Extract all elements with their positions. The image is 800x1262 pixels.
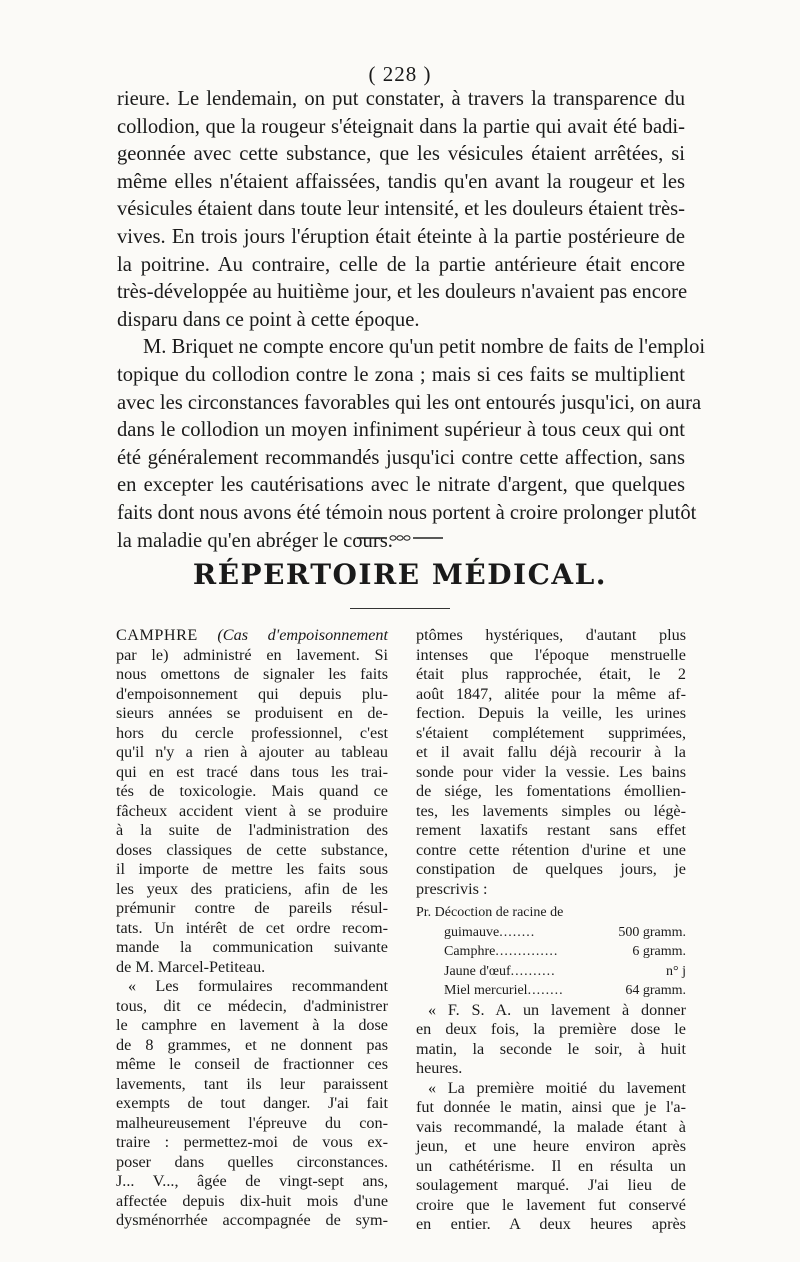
- text-line: jeun, et une heure environ après: [416, 1137, 686, 1155]
- text-line: les yeux des praticiens, afin de les: [116, 879, 388, 898]
- text-line: le camphre en lavement à la dose: [116, 1016, 388, 1034]
- text-line: et il avait fallu déjà recourir à la: [416, 743, 686, 761]
- text-line: nous omettons de signaler les faits: [116, 665, 388, 683]
- ingredient-name: Camphre: [444, 944, 496, 959]
- text-line: de siége, les fomentations émollien-: [416, 782, 686, 800]
- ingredient-quantity: 6 gramm.: [632, 944, 686, 959]
- entry-heading-italic: (Cas d'empoisonnement: [217, 626, 388, 644]
- text-line: « Les formulaires recommandent: [128, 977, 388, 995]
- prescription-item: [416, 942, 686, 962]
- paragraph-briquet: [117, 334, 706, 555]
- prescription: [416, 899, 686, 1001]
- leader-dots: ........: [527, 983, 564, 998]
- text-line: en entier. A deux heures après: [416, 1215, 686, 1233]
- text-line: traire : permettez-moi de vous ex-: [116, 1133, 388, 1151]
- text-line: vais recommandé, la malade étant à: [416, 1117, 686, 1136]
- text-line: poser dans quelles circonstances.: [116, 1152, 388, 1171]
- text-line: même elles n'étaient affaissées, tandis qu'en avant la rougeur et les: [117, 170, 685, 193]
- text-line: qui en est tracé dans tous les trai-: [116, 762, 388, 781]
- right-column: [416, 626, 686, 1235]
- text-line: « F. S. A. un lavement à donner: [428, 1000, 686, 1019]
- text-line: rieure. Le lendemain, on put constater, à travers la transparence du: [117, 88, 685, 110]
- entry-heading: [116, 626, 388, 646]
- text-line: intenses que l'époque menstruelle: [416, 645, 686, 664]
- text-line: lavements, tant ils leur paraissent: [116, 1074, 388, 1093]
- text-line: en excepter les cautérisations avec le nitrate d'argent, que quelques: [117, 474, 685, 497]
- prescription-first-line: Pr. Décoction de racine de: [416, 905, 564, 920]
- ingredient-name: Jaune d'œuf: [444, 963, 511, 979]
- text-line: hors du cercle professionnel, c'est: [116, 723, 388, 742]
- text-line: prémunir contre de pareils résul-: [116, 899, 388, 917]
- section-title: RÉPERTOIRE MÉDICAL.: [192, 558, 608, 591]
- ornament-divider: [355, 534, 445, 542]
- ingredient-name: guimauve: [444, 924, 500, 940]
- text-line: la poitrine. Au contraire, celle de la partie antérieure était encore: [117, 253, 685, 276]
- text-line: rement laxatifs restant sans effet: [416, 821, 686, 839]
- text-line: avec les circonstances favorables qui les ont entourés jusqu'ici, on aura: [117, 391, 702, 414]
- text-line: heures.: [416, 1059, 463, 1077]
- leader-dots: ..........: [510, 963, 556, 979]
- text-line: prescrivis :: [416, 879, 488, 898]
- text-line: fection. Depuis la veille, les urines: [416, 704, 686, 722]
- text-line: la maladie qu'en abréger le cours.: [117, 529, 393, 552]
- body-text: [117, 86, 706, 555]
- paragraph-continued: [117, 86, 688, 334]
- text-line: vives. En trois jours l'éruption était éteinte à la partie postérieure de: [117, 225, 685, 248]
- text-line: un cathétérisme. Il en résulta un: [416, 1156, 686, 1175]
- text-line: de 8 grammes, et ne donnent pas: [116, 1035, 388, 1054]
- text-line: tes, les lavements simples ou légè-: [416, 801, 686, 820]
- text-line: affectée depuis dix-huit mois d'une: [116, 1191, 388, 1210]
- text-line: vésicules étaient dans toute leur intensité, et les douleurs étaient très-: [117, 198, 685, 221]
- text-line: malheureusement l'épreuve du con-: [116, 1113, 388, 1132]
- text-line: sonde pour vider la vessie. Les bains: [416, 762, 686, 781]
- text-line: soulagement marqué. J'ai lieu de: [416, 1176, 686, 1194]
- text-line: topique du collodion contre le zona ; mais si ces faits se multiplient: [117, 363, 685, 386]
- text-line: été généralement recommandés jusqu'ici contre cette affection, sans: [117, 446, 685, 469]
- text-line: mande la communication suivante: [116, 938, 388, 956]
- text-line: fut donnée le matin, ainsi que je l'a-: [416, 1098, 686, 1116]
- text-line: contre cette rétention d'urine et une: [416, 840, 686, 859]
- text-line: était plus rapprochée, était, le 2: [416, 665, 686, 683]
- text-line: croire que le lavement fut conservé: [416, 1195, 686, 1214]
- text-line: août 1847, alitée pour la même af-: [416, 684, 686, 703]
- text-line: dans le collodion un moyen infiniment supérieur à tous ceux qui ont: [117, 419, 685, 442]
- text-line: il importe de mettre les faits sous: [116, 860, 388, 878]
- ingredient-quantity: 64 gramm.: [625, 983, 686, 998]
- text-line: même le conseil de fractionner ces: [116, 1055, 388, 1073]
- text-line: faits dont nous avons été témoin nous portent à croire prolonger plutôt: [117, 501, 697, 524]
- prescription-item: [416, 962, 686, 982]
- text-line: exempts de tout danger. J'ai fait: [116, 1094, 388, 1112]
- text-line: matin, la seconde le soir, à huit: [416, 1039, 686, 1058]
- text-line: constipation de quelques jours, je: [416, 860, 686, 878]
- prescription-item: [416, 981, 686, 1001]
- text-line: dysménorrhée accompagnée de sym-: [116, 1211, 388, 1229]
- text-line: M. Briquet ne compte encore qu'un petit nombre de faits de l'emploi: [143, 336, 706, 359]
- ingredient-quantity: n° j: [666, 963, 686, 979]
- text-line: disparu dans ce point à cette époque.: [117, 308, 420, 331]
- text-line: de M. Marcel-Petiteau.: [116, 957, 266, 976]
- text-line: d'empoisonnement qui depuis plu-: [116, 684, 388, 703]
- text-line: geonnée avec cette substance, que les vésicules étaient arrêtées, si: [117, 143, 685, 166]
- text-line: très-développée au huitième jour, et les douleurs n'avaient pas encore: [117, 281, 688, 304]
- text-line: J... V..., âgée de vingt-sept ans,: [116, 1172, 388, 1190]
- text-line: « La première moitié du lavement: [428, 1078, 686, 1097]
- text-line: à la suite de l'administration des: [116, 821, 388, 839]
- entry-headword: CAMPHRE: [116, 626, 198, 644]
- leader-dots: ........: [499, 924, 536, 940]
- text-line: qu'il n'y a rien à ajouter au tableau: [116, 743, 388, 761]
- ingredient-quantity: 500 gramm.: [618, 924, 686, 940]
- text-line: sieurs années se produisent en de-: [116, 704, 388, 722]
- text-line: fâcheux accident vient à se produire: [116, 801, 388, 820]
- text-line: ptômes hystériques, d'autant plus: [416, 626, 686, 644]
- text-line: tés de toxicologie. Mais quand ce: [116, 782, 388, 800]
- prescription-item: [416, 923, 686, 943]
- text-line: s'étaient complétement supprimées,: [416, 723, 686, 742]
- page-number: ( 228 ): [368, 62, 432, 86]
- title-rule: [350, 608, 450, 609]
- text-line: en deux fois, la première dose le: [416, 1020, 686, 1038]
- ingredient-name: Miel mercuriel: [444, 983, 528, 998]
- text-line: collodion, que la rougeur s'éteignait dans la partie qui avait été badi-: [117, 115, 685, 138]
- left-column: [116, 626, 388, 1231]
- text-line: doses classiques de cette substance,: [116, 840, 388, 859]
- leader-dots: ..............: [495, 944, 559, 959]
- text-line: par le) administré en lavement. Si: [116, 645, 388, 664]
- text-line: tous, dit ce médecin, d'administrer: [116, 996, 388, 1015]
- text-line: tats. Un intérêt de cet ordre recom-: [116, 918, 388, 937]
